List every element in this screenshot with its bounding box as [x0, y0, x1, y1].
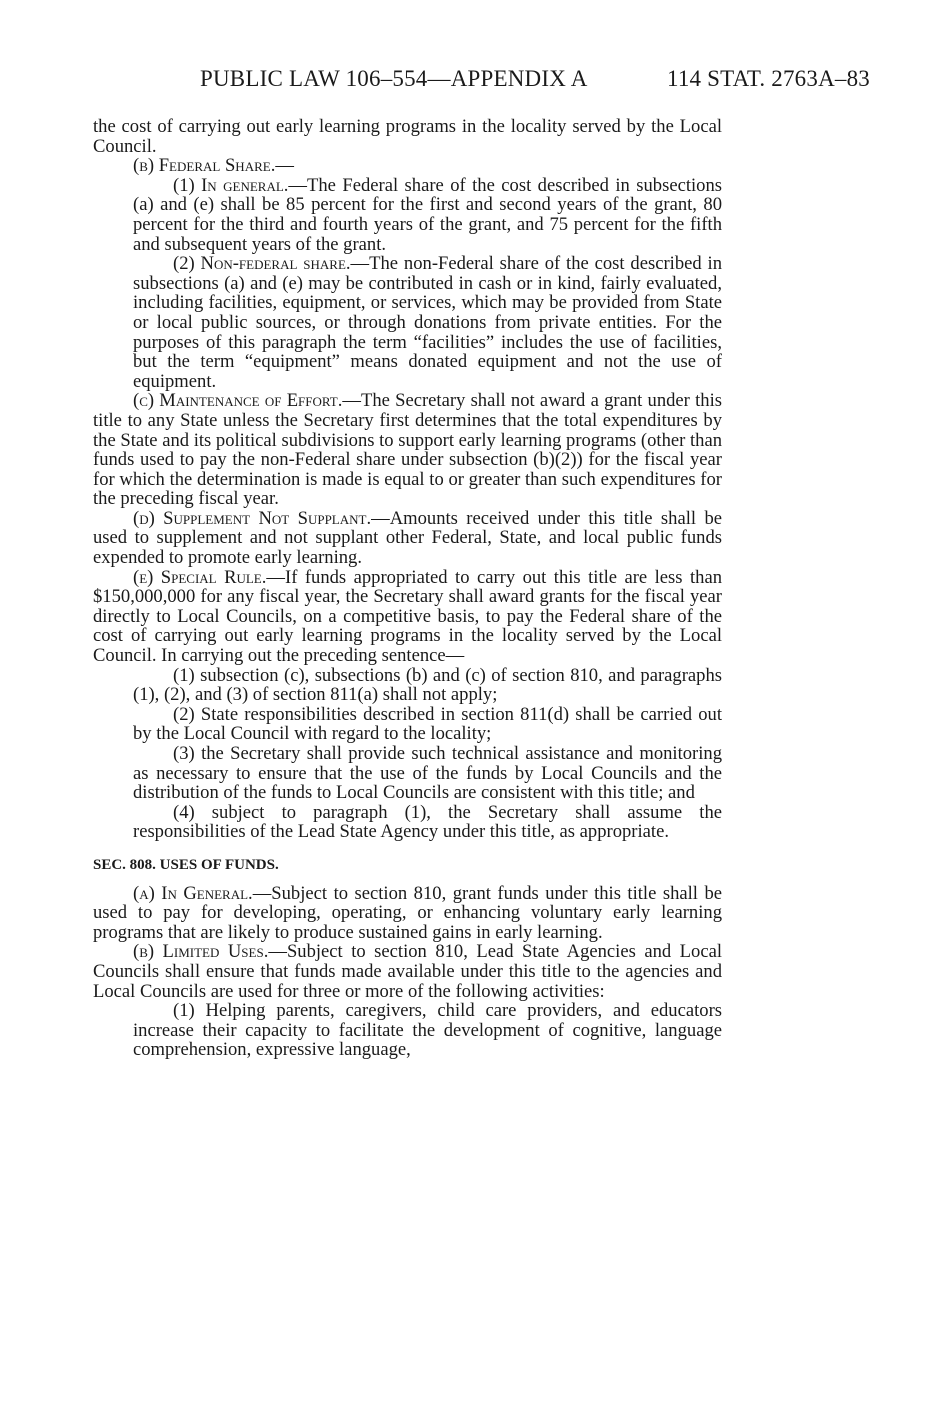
section-808-a-text: Subject to section 810, grant funds under this title shall be used to pay for developing, operating, or enhancing voluntary early learning programs that are likely to produce sustained gains in early learning.: [93, 882, 723, 943]
paragraph-b2-heading: (2) Non-federal share.—: [173, 253, 370, 275]
section-808-subsection-a: [93, 884, 722, 943]
section-808-heading: SEC. 808. USES OF FUNDS.: [93, 856, 279, 873]
paragraph-b1-heading: (1) In general.—: [173, 174, 308, 196]
subsection-b-heading: [93, 156, 722, 176]
header-statute-citation: 114 STAT. 2763A–83: [666, 66, 870, 91]
subsection-b-title: (b) Federal Share.—: [133, 155, 294, 177]
section-808-subsection-b: [93, 942, 722, 1001]
subsection-c-heading: (c) Maintenance of Effort.—: [133, 390, 361, 412]
paragraph-e4: (4) subject to paragraph (1), the Secretary shall assume the responsibilities of the Lead State Agency under this title, as appropriate.: [133, 801, 722, 843]
subsection-d-text: Amounts received under this title shall be used to supplement and not supplant other Federal, State, and local public funds expended to promote early learning.: [93, 507, 722, 569]
paragraph-b1-text: The Federal share of the cost described in subsections (a) and (e) shall be 85 percent for the first and second years of the grant, 80 percent for the third and fourth years of the grant, and 75 percent for the fifth and subsequent years of the grant.: [133, 174, 722, 255]
subsection-d: [93, 509, 722, 568]
section-808-a-heading: (a) In General.—: [133, 882, 272, 904]
subsection-e-text: If funds appropriated to carry out this title are less than $150,000,000 for any fiscal year, the Secretary shall award grants for the fiscal year directly to Local Councils, on a competitive basis, to pay the Federal share of the cost of carrying out early learning programs in the locality served by the Local Council. In carrying out the preceding sentence—: [93, 566, 722, 667]
paragraph-b2: [93, 254, 722, 391]
section-808-b-text: Subject to section 810, Lead State Agencies and Local Councils shall ensure that funds made available under this title to the agencies and Local Councils are used for three or more of the following activities:: [93, 941, 722, 1002]
paragraph-continuation: the cost of carrying out early learning programs in the locality served by the Local Council.: [93, 116, 722, 157]
subsection-e-heading: (e) Special Rule.—: [133, 566, 285, 588]
paragraph-b2-text: The non-Federal share of the cost described in subsections (a) and (e) may be contributed in cash or in kind, fairly evaluated, including facilities, equipment, or services, which may be provided from State or local public sources, or through donations from private entities. For the purposes of this paragraph the term “facilities” includes the use of facilities, but the term “equipment” means donated equipment and not the use of equipment.: [133, 253, 723, 392]
paragraph-e3: (3) the Secretary shall provide such technical assistance and monitoring as necessary to ensure that the use of the funds by Local Councils and the distribution of the funds to Local Councils are consistent with this title; and: [133, 743, 722, 804]
section-808-b-heading: (b) Limited Uses.—: [133, 941, 287, 963]
header-title: PUBLIC LAW 106–554—APPENDIX A: [200, 66, 588, 91]
document-body: [93, 117, 722, 1060]
subsection-e: [93, 568, 722, 666]
section-808-paragraph-b1: (1) Helping parents, caregivers, child care providers, and educators increase their capacity to facilitate the development of cognitive, language comprehension, expressive language,: [133, 1000, 722, 1061]
paragraph-e1: (1) subsection (c), subsections (b) and (c) of section 810, and paragraphs (1), (2), and (3) of section 811(a) shall not apply;: [133, 664, 722, 706]
running-header: [200, 66, 870, 96]
subsection-c-text: The Secretary shall not award a grant under this title to any State unless the Secretary first determines that the total expenditures by the State and its political subdivisions to support early learning programs (other than funds used to pay the non-Federal share under subsection (b)(2)) for the fiscal year for which the determination is made is equal to or greater than such expenditures for the preceding fiscal year.: [93, 390, 722, 510]
subsection-d-heading: (d) Supplement Not Supplant.—: [133, 507, 390, 529]
paragraph-b1: [93, 176, 722, 254]
paragraph-e2: (2) State responsibilities described in section 811(d) shall be carried out by the Local Council with regard to the locality;: [133, 703, 722, 745]
subsection-c: [93, 391, 722, 509]
